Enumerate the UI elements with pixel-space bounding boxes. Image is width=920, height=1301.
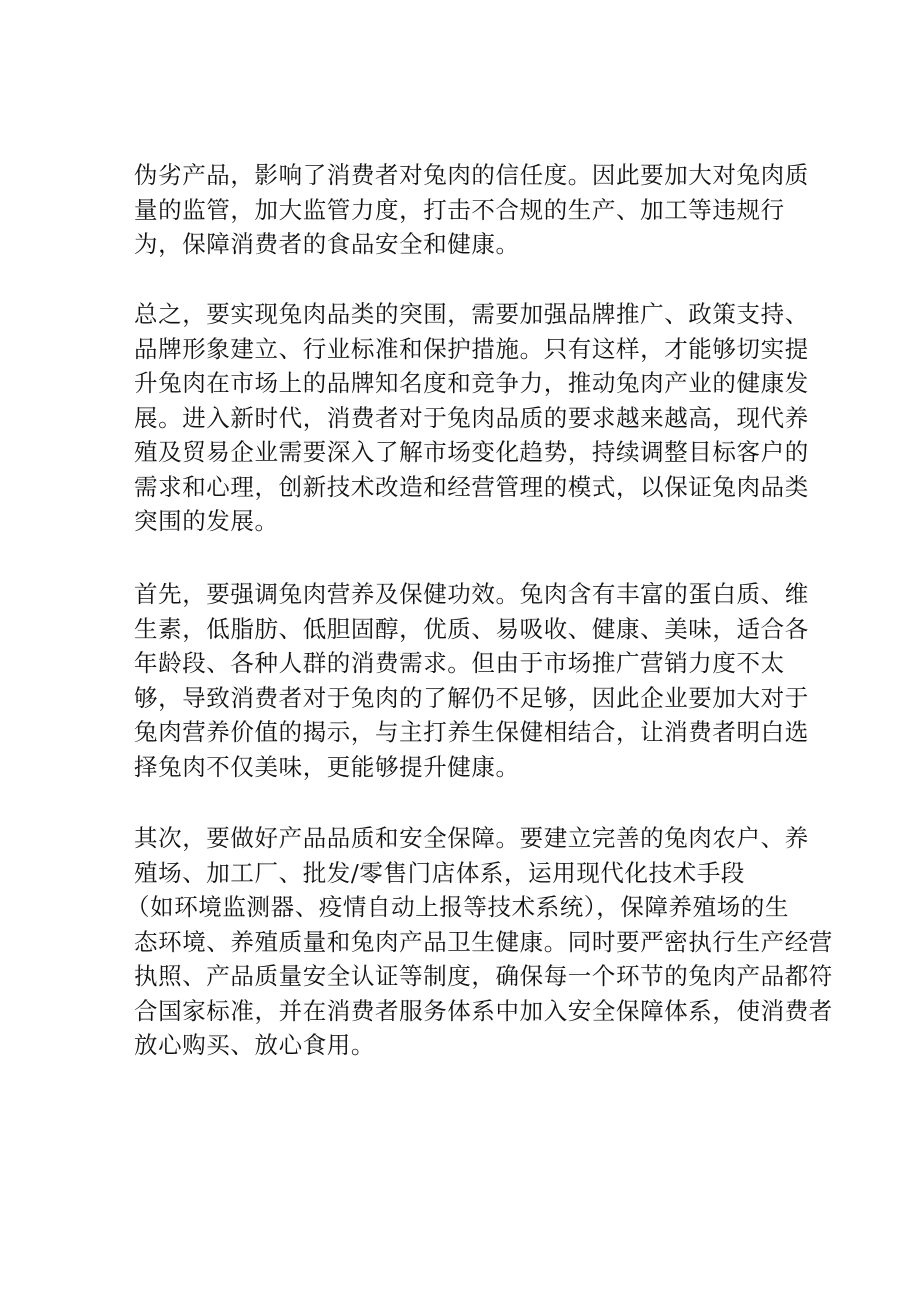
text-line: 执照、产品质量安全认证等制度，确保每一个环节的兔肉产品都符: [134, 962, 833, 990]
text-line: 升兔肉在市场上的品牌知名度和竞争力，推动兔肉产业的健康发: [134, 369, 809, 397]
text-line: 总之，要实现兔肉品类的突围，需要加强品牌推广、政策支持、: [134, 300, 809, 328]
paragraph-quality-safety: [126, 821, 833, 1063]
paragraph-quality-supervision: [134, 158, 809, 262]
text-line: 伪劣产品，影响了消费者对兔肉的信任度。因此要加大对兔肉质: [134, 161, 809, 189]
paragraph-nutrition: [134, 577, 809, 784]
text-line: 量的监管，加大监管力度，打击不合规的生产、加工等违规行: [134, 195, 785, 224]
text-line: 择兔肉不仅美味，更能够提升健康。: [134, 752, 520, 781]
text-line: 需求和心理，创新技术改造和经营管理的模式，以保证兔肉品类: [134, 472, 809, 501]
text-line: 殖场、加工厂、批发/零售门店体系，运用现代化技术手段: [134, 858, 746, 887]
text-line: 年龄段、各种人群的消费需求。但由于市场推广营销力度不太: [134, 649, 785, 677]
text-line: 突围的发展。: [134, 507, 279, 535]
text-line: 兔肉营养价值的揭示，与主打养生保健相结合，让消费者明白选: [134, 718, 809, 746]
text-line: 殖及贸易企业需要深入了解市场变化趋势，持续调整目标客户的: [134, 438, 809, 466]
text-line: 生素，低脂肪、低胆固醇，优质、易吸收、健康、美味，适合各: [134, 614, 809, 643]
text-line: （如环境监测器、疫情自动上报等技术系统），保障养殖场的生: [126, 893, 790, 921]
paragraph-summary: [134, 297, 809, 539]
text-line: 首先，要强调兔肉营养及保健功效。兔肉含有丰富的蛋白质、维: [134, 580, 809, 608]
text-line: 展。进入新时代，消费者对于兔肉品质的要求越来越高，现代养: [134, 403, 809, 432]
text-line: 态环境、养殖质量和兔肉产品卫生健康。同时要严密执行生产经营: [134, 927, 833, 956]
text-line: 其次，要做好产品品质和安全保障。要建立完善的兔肉农户、养: [134, 824, 809, 852]
text-line: 品牌形象建立、行业标准和保护措施。只有这样，才能够切实提: [134, 334, 809, 363]
text-line: 够，导致消费者对于兔肉的了解仍不足够，因此企业要加大对于: [134, 683, 809, 712]
text-line: 合国家标准，并在消费者服务体系中加入安全保障体系，使消费者: [134, 996, 833, 1025]
text-line: 为，保障消费者的食品安全和健康。: [134, 230, 520, 258]
text-line: 放心购买、放心食用。: [134, 1031, 375, 1059]
